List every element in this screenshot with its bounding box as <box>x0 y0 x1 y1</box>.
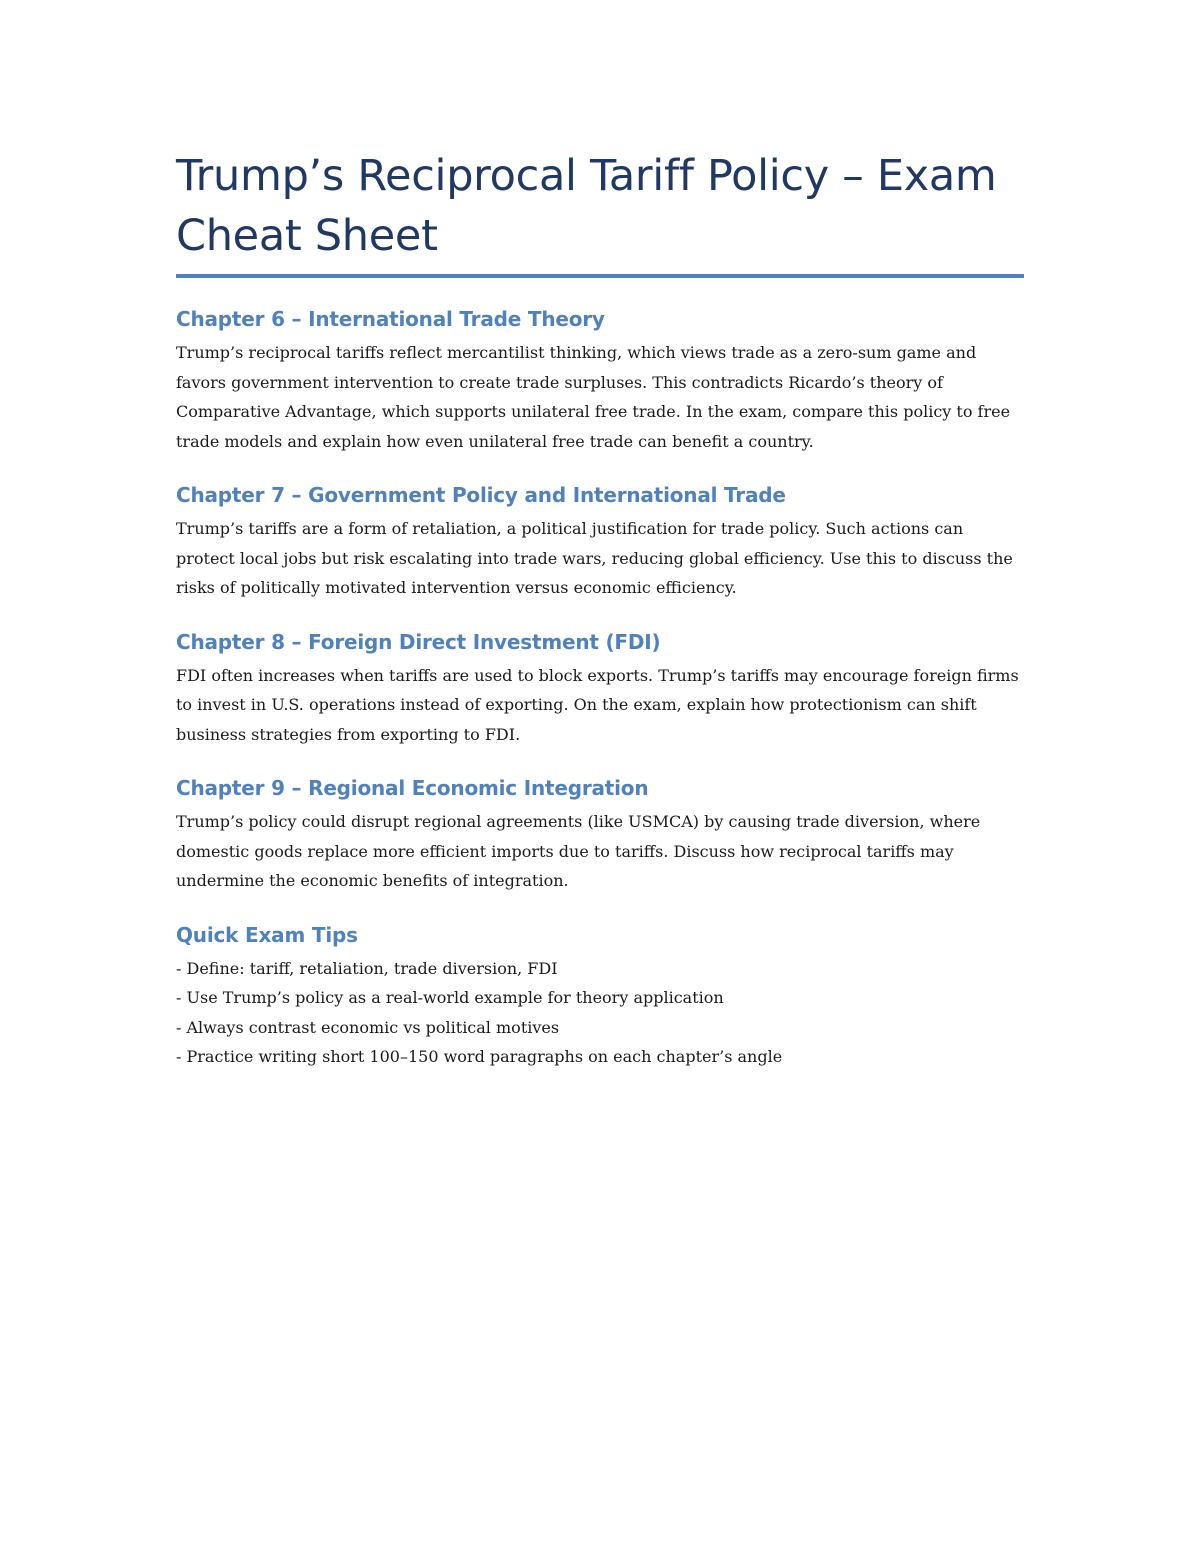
chapter-7-section <box>176 480 1024 603</box>
chapter-8-section <box>176 627 1024 750</box>
tip-item: - Define: tariff, retaliation, trade diversion, FDI <box>176 958 558 978</box>
tip-item: - Use Trump’s policy as a real-world example for theory application <box>176 988 724 1007</box>
chapter-7-body: Trump’s tariffs are a form of retaliation, a political justification for trade policy. Such actions can protect local jobs but risk escalating into trade wars, reducing global efficiency. Use this to discuss the risks of politically motivated intervention versus economic efficiency. <box>176 519 1013 597</box>
quick-tips-heading: Quick Exam Tips <box>176 922 358 947</box>
tip-item: - Always contrast economic vs political motives <box>176 1017 560 1037</box>
chapter-8-body: FDI often increases when tariffs are used to block exports. Trump’s tariffs may encourage foreign firms to invest in U.S. operations instead of exporting. On the exam, explain how protectionism can shift business strategies from exporting to FDI. <box>176 665 1019 744</box>
tip-item: - Practice writing short 100–150 word paragraphs on each chapter’s angle <box>176 1047 783 1066</box>
chapter-6-section <box>176 304 1024 456</box>
chapter-7-heading: Chapter 7 – Government Policy and International Trade <box>176 483 786 507</box>
document-content <box>176 146 1024 1072</box>
document-title: Trump’s Reciprocal Tariff Policy – Exam Cheat Sheet <box>176 146 1024 278</box>
quick-tips-list <box>176 954 1024 1072</box>
chapter-6-body: Trump’s reciprocal tariffs reflect mercantilist thinking, which views trade as a zero-sum game and favors government intervention to create trade surpluses. This contradicts Ricardo’s theory of Comparative Advantage, which supports unilateral free trade. In the exam, compare this policy to free trade models and explain how even unilateral free trade can benefit a country. <box>176 343 1011 451</box>
quick-tips-section <box>176 920 1024 1072</box>
chapter-6-heading: Chapter 6 – International Trade Theory <box>176 307 605 331</box>
chapter-8-heading: Chapter 8 – Foreign Direct Investment (FDI) <box>176 629 661 654</box>
chapter-9-section <box>176 773 1024 896</box>
chapter-9-heading: Chapter 9 – Regional Economic Integration <box>176 776 649 800</box>
chapter-9-body: Trump’s policy could disrupt regional agreements (like USMCA) by causing trade diversion, where domestic goods replace more efficient imports due to tariffs. Discuss how reciprocal tariffs may undermine the economic benefits of integration. <box>176 812 981 890</box>
